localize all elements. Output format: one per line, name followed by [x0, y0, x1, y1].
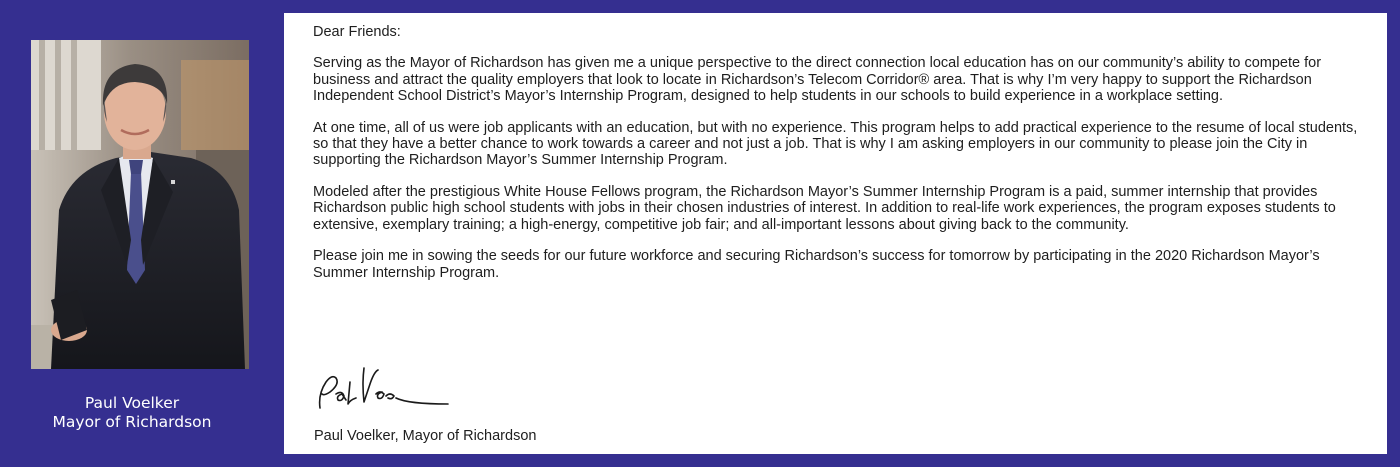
letter-panel: [284, 13, 1387, 454]
letter-body: [313, 24, 1368, 297]
letter-paragraph-1: Serving as the Mayor of Richardson has given me a unique perspective to the direct connection local education has on our community’s ability to compete for business and attract the quality employers that look to locate in Richardson’s Telecom Corridor® area. That is why I’m very happy to support the Richardson Independent School District’s Mayor’s Internship Program, designed to help students in our schools to build experience in a workplace setting.: [313, 55, 1322, 104]
letter-paragraph-4: Please join me in sowing the seeds for our future workforce and securing Richardson’s success for tomorrow by participating in the 2020 Richardson Mayor’s Summer Internship Program.: [313, 248, 1320, 281]
handwritten-signature: [314, 364, 454, 414]
caption-name: Paul Voelker: [84, 394, 180, 412]
letter-paragraph-2: At one time, all of us were job applicants with an education, but with no experience. This program helps to add practical experience to the resume of local students, so that they have a better chance to work towards a career and not just a job. That is why I am asking employers in our community to please join the City in supporting the Richardson Mayor’s Summer Internship Program.: [313, 119, 1358, 169]
caption-title: Mayor of Richardson: [52, 413, 212, 431]
letter-greeting: Dear Friends:: [313, 24, 401, 40]
portrait-caption: [0, 394, 264, 432]
mayor-portrait-photo: [31, 40, 249, 369]
letter-paragraph-3: Modeled after the prestigious White House Fellows program, the Richardson Mayor’s Summer Internship Program is a paid, summer internship that provides Richardson public high school students with jobs in their chosen industries of interest. In addition to real-life work experiences, the program exposes students to extensive, exemplary training; a high-energy, competitive job fair; and all-important lessons about giving back to the community.: [313, 184, 1336, 233]
letter-signoff: Paul Voelker, Mayor of Richardson: [314, 428, 537, 444]
